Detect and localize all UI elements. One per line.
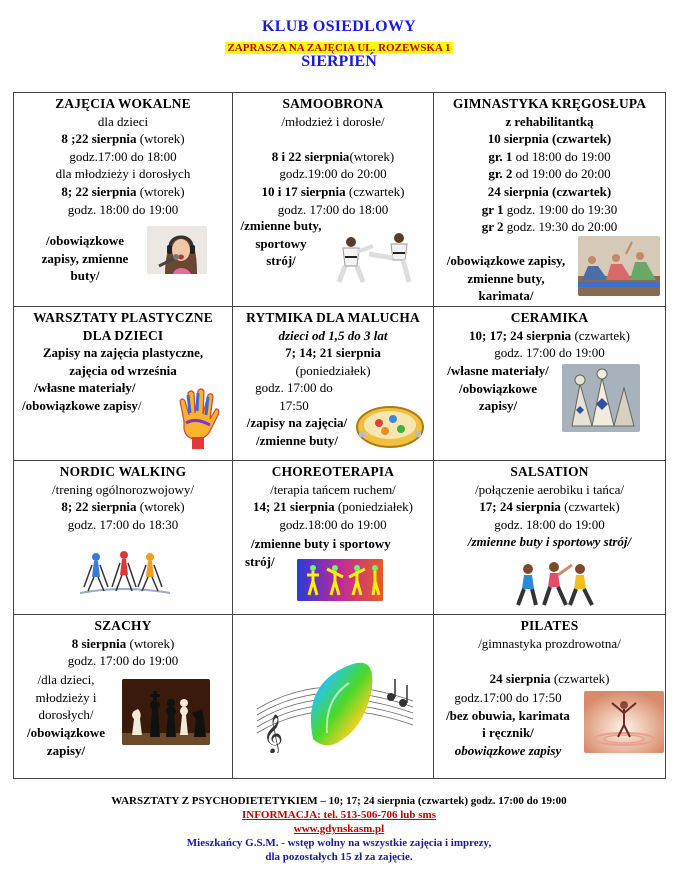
gymnastics-group-1b: gr 1 godz. 19:00 do 19:30 <box>481 201 618 217</box>
spacer <box>235 130 431 148</box>
rhythmics-dates: 7; 14; 21 sierpnia <box>285 345 381 361</box>
pilates-note-3: obowiązkowe zapisy <box>454 742 562 758</box>
choreo-description: /terapia tańcem ruchem/ <box>270 481 396 497</box>
vocal-date-kids: 8 ;22 sierpnia (wtorek) <box>61 131 185 147</box>
choreo-title: CHOREOTERAPIA <box>271 464 395 479</box>
vocal-audience-kids: dla dzieci <box>97 113 149 129</box>
rhythmics-day: (poniedziałek) <box>295 362 371 378</box>
psychodietetics-note: WARSZTATY Z PSYCHODIETETYKIEM – 10; 17; 24 sierpnia (czwartek) godz. 17:00 do 19:00 <box>111 795 567 807</box>
chess-pieces-photo <box>122 679 210 745</box>
ceramics-time: godz. 17:00 do 19:00 <box>494 345 605 361</box>
art-title-1: WARSZTATY PLASTYCZNE <box>33 310 213 325</box>
salsation-time: godz. 18:00 do 19:00 <box>494 516 605 532</box>
cell-salsation <box>434 461 666 615</box>
karate-photo <box>333 226 421 284</box>
gymnastics-group-1a: gr. 1 od 18:00 do 19:00 <box>488 148 611 164</box>
gymnastics-title: GIMNASTYKA KRĘGOSŁUPA <box>452 96 647 111</box>
vocal-time-kids: godz.17:00 do 18:00 <box>69 148 177 164</box>
club-title: KLUB OSIEDLOWY <box>261 18 416 35</box>
vocal-audience-adults: dla młodzieży i dorosłych <box>55 166 191 182</box>
salsation-title: SALSATION <box>510 464 589 479</box>
vocal-time-adults: godz. 18:00 do 19:00 <box>67 201 179 217</box>
website-link[interactable]: www.gdynskasm.pl <box>293 823 385 835</box>
gymnastics-date-1: 10 sierpnia (czwartek) <box>487 131 612 147</box>
vocal-title: ZAJĘCIA WOKALNE <box>55 96 191 111</box>
gymnastics-notes: /obowiązkowe zapisy, zmienne buty, karimata/ <box>446 253 566 304</box>
cell-music-image <box>233 615 434 779</box>
table-row <box>14 307 666 461</box>
invitation-subtitle: ZAPRASZA NA ZAJĘCIA UL. ROZEWSKA 1 <box>227 42 451 54</box>
cell-self-defense <box>233 93 434 307</box>
nordic-description: /trening ogólnorozwojowy/ <box>52 481 194 497</box>
table-row <box>14 615 666 779</box>
cell-choreotherapy <box>233 461 434 615</box>
tambourine-image <box>353 401 427 451</box>
schedule-table <box>13 92 666 779</box>
ceramics-photo <box>562 364 640 432</box>
salsation-description: /połączenie aerobiku i tańca/ <box>474 481 625 497</box>
chess-audience: /dla dzieci, młodzieży i dorosłych/ <box>35 672 97 723</box>
cell-vocal <box>14 93 233 307</box>
singer-photo <box>147 226 207 274</box>
rhythmics-time: godz. 17:00 do 17:50 <box>255 380 333 413</box>
table-row <box>14 461 666 615</box>
salsa-dancers-photo <box>512 559 598 607</box>
art-signup: /obowiązkowe zapisy/ <box>22 397 142 413</box>
gym-class-photo <box>578 236 660 296</box>
chess-notes: /obowiązkowe zapisy/ <box>27 725 105 758</box>
nordic-time: godz. 17:00 do 18:30 <box>67 516 179 532</box>
chess-time: godz. 17:00 do 19:00 <box>67 653 179 669</box>
chess-date: 8 sierpnia (wtorek) <box>71 635 175 651</box>
table-row <box>14 93 666 307</box>
others-price: dla pozostałych 15 zł za zajęcie. <box>265 851 413 863</box>
music-notes-image <box>253 649 417 753</box>
self-defense-notes: /zmienne buty, sportowy strój/ <box>240 218 322 269</box>
painted-hand-image <box>176 387 222 449</box>
cell-rhythmics <box>233 307 434 461</box>
ceramics-dates: 10; 17; 24 sierpnia (czwartek) <box>468 327 631 343</box>
nordic-walkers-image <box>74 547 174 597</box>
self-defense-title: SAMOOBRONA <box>282 96 384 111</box>
art-note-1: Zapisy na zajęcia plastyczne, <box>42 345 204 361</box>
members-free-entry: Mieszkańcy G.S.M. - wstęp wolny na wszystkie zajęcia i imprezy, <box>186 837 492 849</box>
nordic-title: NORDIC WALKING <box>59 464 187 479</box>
gymnastics-group-2a: gr. 2 od 19:00 do 20:00 <box>488 166 611 182</box>
cell-pilates <box>434 615 666 779</box>
vocal-date-adults: 8; 22 sierpnia (wtorek) <box>61 183 185 199</box>
cell-spine-gymnastics <box>434 93 666 307</box>
self-defense-audience: /młodzież i dorosłe/ <box>281 113 385 129</box>
self-defense-time-2: godz. 17:00 do 18:00 <box>277 201 389 217</box>
choreo-notes: /zmienne buty i sportowy strój/ <box>245 536 391 569</box>
ceramics-title: CERAMIKA <box>510 310 589 325</box>
cell-ceramics <box>434 307 666 461</box>
rhythmics-title: RYTMIKA DLA MALUCHA <box>246 310 420 325</box>
self-defense-time-1: godz.19:00 do 20:00 <box>279 166 387 182</box>
salsation-dates: 17; 24 sierpnia (czwartek) <box>479 499 620 515</box>
gymnastics-date-2: 24 sierpnia (czwartek) <box>487 183 612 199</box>
cell-chess <box>14 615 233 779</box>
month-title: SIERPIEŃ <box>301 53 377 70</box>
pilates-note-1: /bez obuwia, karimata <box>446 707 570 723</box>
chess-title: SZACHY <box>94 618 152 633</box>
pilates-note-2: i ręcznik/ <box>482 725 534 741</box>
self-defense-date-2: 10 i 17 sierpnia (czwartek) <box>261 183 405 199</box>
choreo-time: godz.18:00 do 19:00 <box>279 516 387 532</box>
art-title-2: DLA DZIECI <box>82 327 164 343</box>
dancers-image <box>297 559 383 601</box>
cell-nordic-walking <box>14 461 233 615</box>
salsation-notes: /zmienne buty i sportowy strój/ <box>467 534 632 550</box>
gymnastics-group-2b: gr 2 godz. 19:30 do 20:00 <box>481 219 618 235</box>
choreo-dates: 14; 21 sierpnia (poniedziałek) <box>253 499 413 515</box>
gymnastics-subtitle: z rehabilitantką <box>505 113 594 129</box>
cell-art-workshop <box>14 307 233 461</box>
vocal-notes: /obowiązkowe zapisy, zmienne buty/ <box>41 233 129 284</box>
pilates-image <box>584 691 664 753</box>
rhythmics-age: dzieci od 1,5 do 3 lat <box>278 327 388 343</box>
nordic-dates: 8; 22 sierpnia (wtorek) <box>61 499 185 515</box>
pilates-title: PILATES <box>520 618 579 633</box>
self-defense-date-1: 8 i 22 sierpnia(wtorek) <box>271 148 395 164</box>
contact-phone-link[interactable]: INFORMACJA: tel. 513-506-706 lub sms <box>241 809 436 821</box>
pilates-time: godz.17:00 do 17:50 <box>454 690 562 705</box>
art-materials: /własne materiały/ <box>34 380 136 396</box>
pilates-description: /gimnastyka prozdrowotna/ <box>478 635 621 651</box>
pilates-time-wrap <box>434 689 582 759</box>
spacer <box>436 652 663 670</box>
art-note-2: zajęcia od września <box>69 362 177 378</box>
pilates-date: 24 sierpnia (czwartek) <box>489 670 610 686</box>
ceramics-notes: /własne materiały/ /obowiązkowe zapisy/ <box>447 363 549 414</box>
svg-text:𝄞: 𝄞 <box>263 714 284 753</box>
rhythmics-notes: /zapisy na zajęcia/ /zmienne buty/ <box>246 415 348 448</box>
